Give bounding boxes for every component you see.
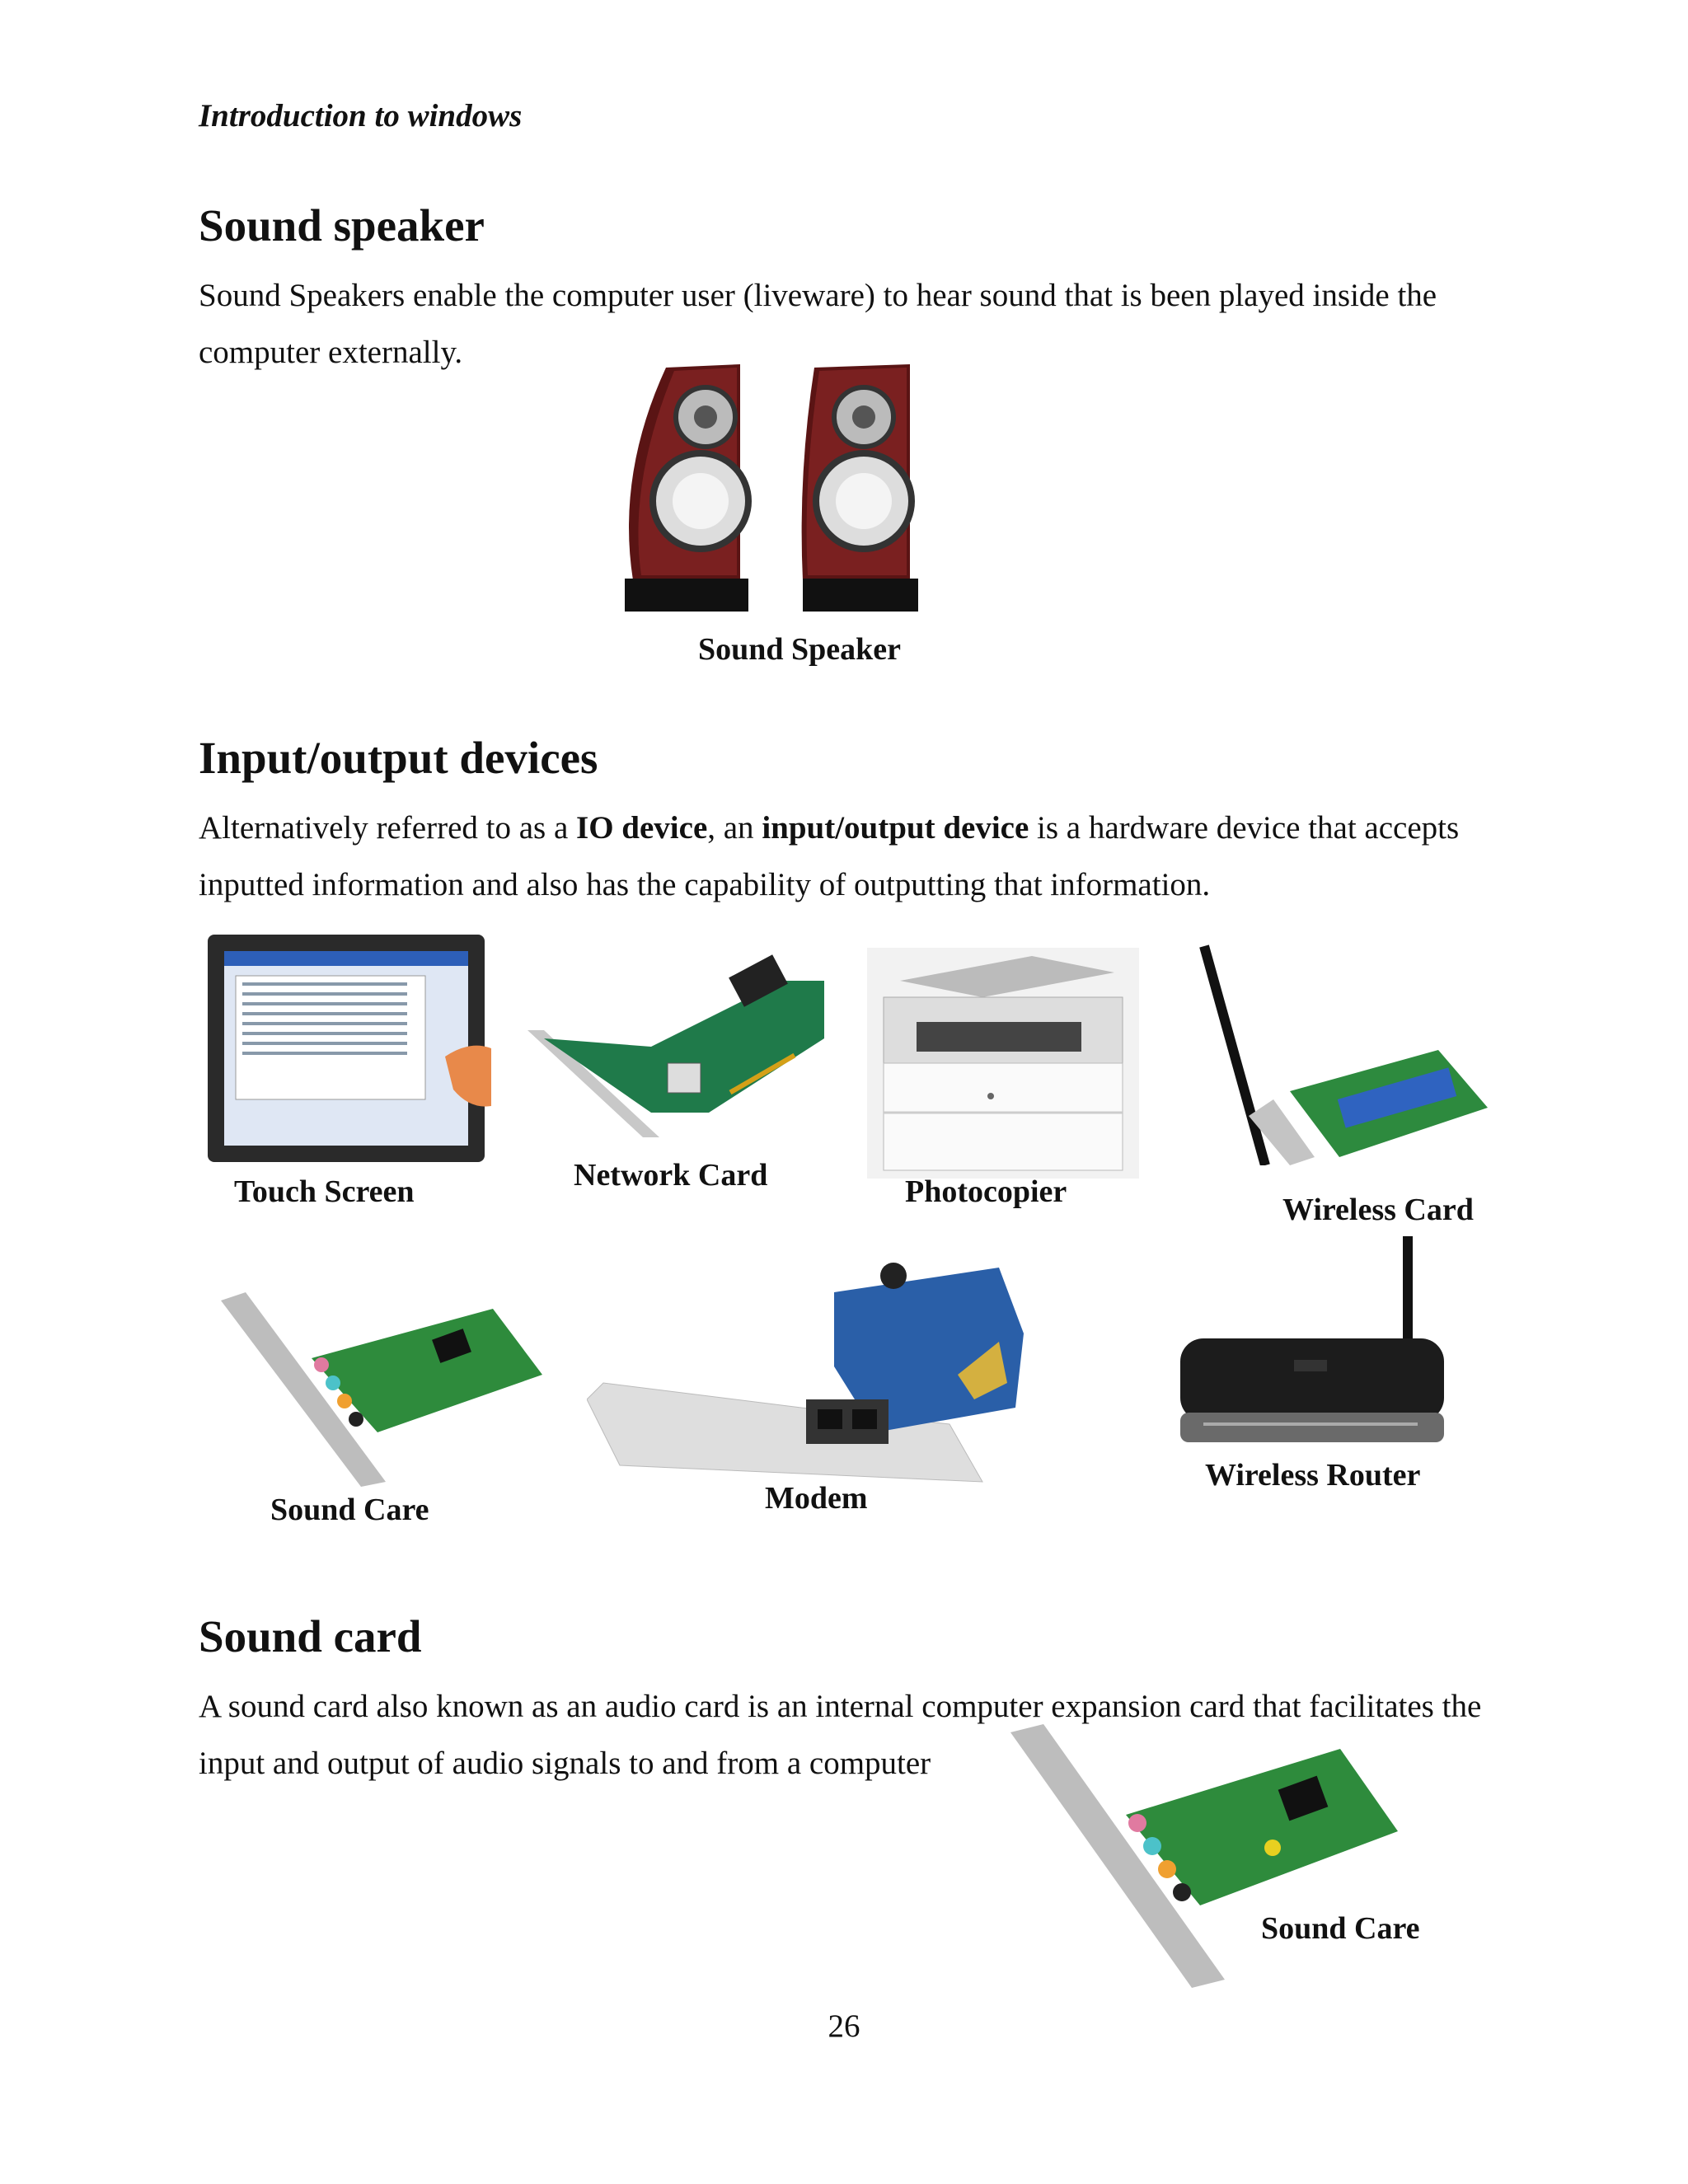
paragraph-sound-speaker: Sound Speakers enable the computer user (liveware) to hear sound that is been played inside the computer externally. xyxy=(199,278,1437,370)
network-card-image xyxy=(528,948,832,1146)
paragraph-io-devices xyxy=(199,799,1534,913)
io-text-part-3: is a hardware device that accepts inputted information and also has the capability of outputting that information. xyxy=(199,810,1460,902)
page-number: 26 xyxy=(828,2008,860,2044)
heading-sound-speaker: Sound speaker xyxy=(199,200,485,251)
caption-network-card: Network Card xyxy=(574,1158,768,1193)
caption-sound-card-2: Sound Care xyxy=(1261,1911,1420,1946)
paragraph-sound-card: A sound card also known as an audio card is an internal computer expansion card that facilitates the input and output of audio signals to and from a computer xyxy=(199,1689,1482,1781)
heading-sound-card: Sound card xyxy=(199,1611,422,1661)
photocopier-image xyxy=(867,948,1139,1179)
caption-photocopier: Photocopier xyxy=(905,1174,1067,1209)
caption-touch-screen: Touch Screen xyxy=(234,1174,415,1209)
touch-screen-image xyxy=(206,933,495,1165)
sound-speaker-image xyxy=(617,359,930,623)
caption-modem: Modem xyxy=(765,1481,868,1516)
heading-io-devices: Input/output devices xyxy=(199,733,598,783)
caption-wireless-card: Wireless Card xyxy=(1282,1193,1474,1227)
sound-card-image xyxy=(221,1292,542,1487)
wireless-router-image xyxy=(1179,1236,1447,1459)
io-bold-term-2: input/output device xyxy=(762,810,1029,846)
io-text-part-1: Alternatively referred to as a xyxy=(199,810,577,846)
sound-card-image-2 xyxy=(1010,1724,1406,1988)
caption-sound-speaker: Sound Speaker xyxy=(698,632,902,667)
caption-wireless-router: Wireless Router xyxy=(1205,1458,1421,1493)
caption-sound-card: Sound Care xyxy=(270,1493,429,1527)
modem-image xyxy=(587,1259,1024,1490)
running-head: Introduction to windows xyxy=(199,98,523,134)
io-text-part-2: , an xyxy=(707,810,762,846)
wireless-card-image xyxy=(1199,943,1492,1165)
io-bold-term-1: IO device xyxy=(576,810,708,846)
